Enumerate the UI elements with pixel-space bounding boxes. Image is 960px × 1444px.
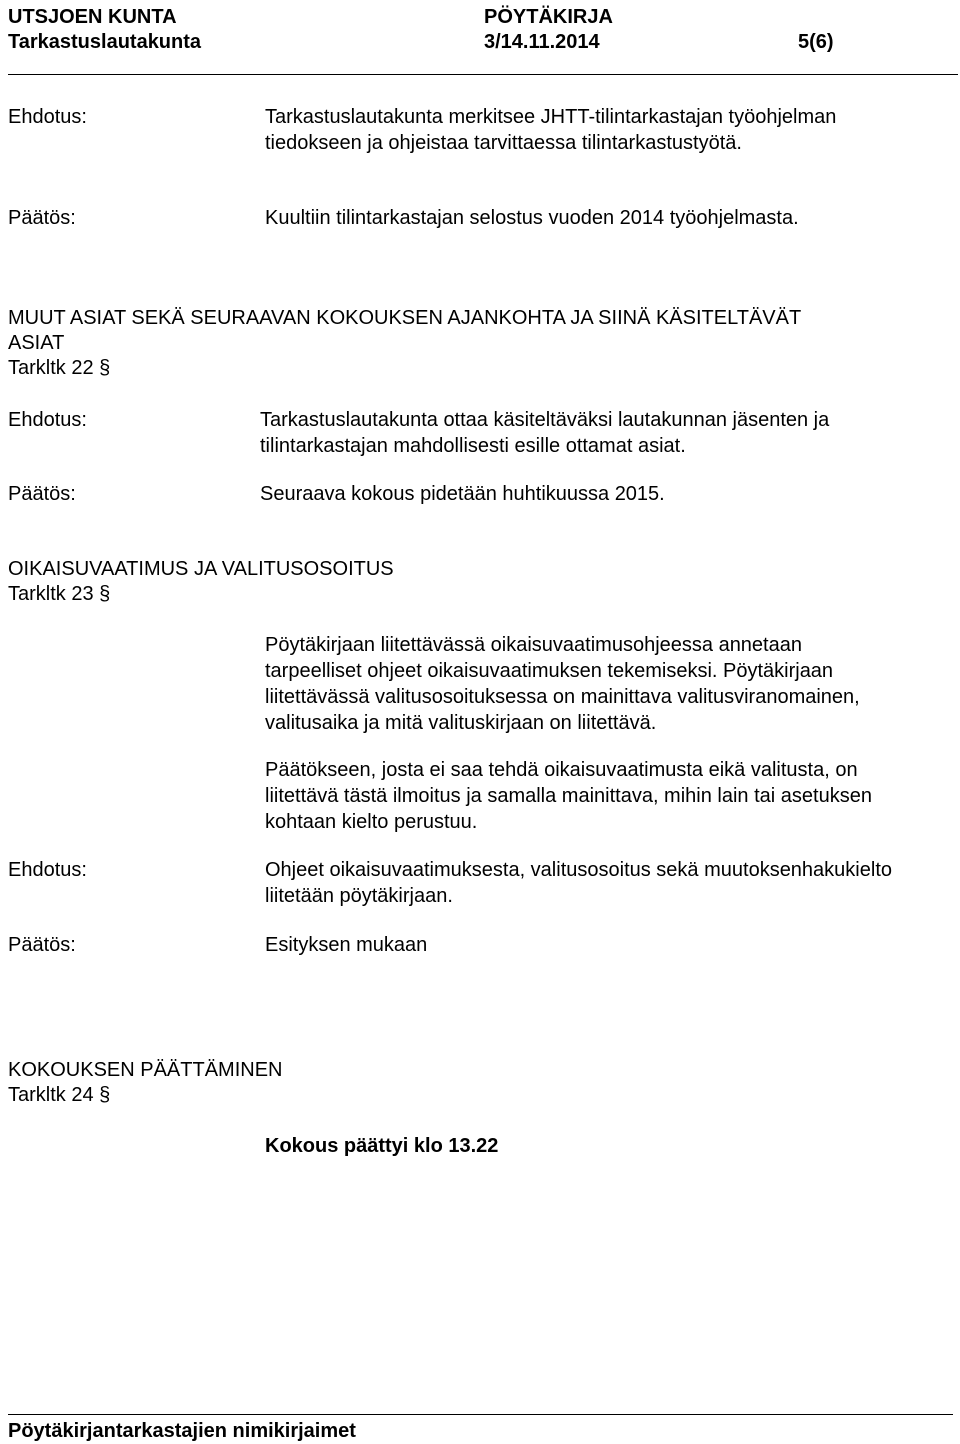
text-line: liitettävässä valitusosoituksessa on mainittava valitusviranomainen, <box>265 686 860 708</box>
text-line: Päätökseen, josta ei saa tehdä oikaisuvaatimusta eikä valitusta, on <box>265 759 858 781</box>
section23-title: OIKAISUVAATIMUS JA VALITUSOSOITUS <box>8 558 394 580</box>
header-page-number: 5(6) <box>798 31 834 53</box>
text-line: kohtaan kielto perustuu. <box>265 811 478 833</box>
header-org: UTSJOEN KUNTA <box>8 6 177 28</box>
section22-proposal-label: Ehdotus: <box>8 409 87 431</box>
header-rule <box>8 74 958 75</box>
header-doc-type: PÖYTÄKIRJA <box>484 6 613 28</box>
prev-proposal-label: Ehdotus: <box>8 106 87 128</box>
section24-closing: Kokous päättyi klo 13.22 <box>265 1135 499 1157</box>
text-line: Pöytäkirjaan liitettävässä oikaisuvaatimusohjeessa annetaan <box>265 634 802 656</box>
text-line: Tarkastuslautakunta merkitsee JHTT-tilintarkastajan työohjelman <box>265 106 837 128</box>
footer-initials-label: Pöytäkirjantarkastajien nimikirjaimet <box>8 1420 356 1442</box>
prev-proposal-text <box>265 104 836 156</box>
footer-rule <box>8 1414 953 1415</box>
text-line: liitetään pöytäkirjaan. <box>265 885 453 907</box>
section22-decision-text: Seuraava kokous pidetään huhtikuussa 2015. <box>260 483 665 505</box>
section22-title: MUUT ASIAT SEKÄ SEURAAVAN KOKOUKSEN AJANKOHTA JA SIINÄ KÄSITELTÄVÄT <box>8 307 802 329</box>
section23-proposal-text <box>265 857 892 909</box>
text-line: valitusaika ja mitä valituskirjaan on liitettävä. <box>265 712 657 734</box>
text-line: liitettävä tästä ilmoitus ja samalla mainittava, mihin lain tai asetuksen <box>265 785 872 807</box>
prev-decision-label: Päätös: <box>8 207 76 229</box>
text-line: tilintarkastajan mahdollisesti esille ottamat asiat. <box>260 435 686 457</box>
section22-proposal-text <box>260 407 829 459</box>
prev-decision-text: Kuultiin tilintarkastajan selostus vuoden 2014 työohjelmasta. <box>265 207 799 229</box>
header-meeting: 3/14.11.2014 <box>484 31 600 53</box>
section22-ref: Tarkltk 22 § <box>8 357 111 379</box>
text-line: tiedokseen ja ohjeistaa tarvittaessa tilintarkastustyötä. <box>265 132 742 154</box>
section23-decision-label: Päätös: <box>8 934 76 956</box>
section24-ref: Tarkltk 24 § <box>8 1084 111 1106</box>
section22-title-cont: ASIAT <box>8 332 65 354</box>
section23-body-2 <box>265 757 872 835</box>
section22-decision-label: Päätös: <box>8 483 76 505</box>
section23-body-1 <box>265 632 860 736</box>
header-board: Tarkastuslautakunta <box>8 31 202 53</box>
section23-decision-text: Esityksen mukaan <box>265 934 428 956</box>
section23-ref: Tarkltk 23 § <box>8 583 111 605</box>
section24-title: KOKOUKSEN PÄÄTTÄMINEN <box>8 1059 283 1081</box>
text-line: Tarkastuslautakunta ottaa käsiteltäväksi lautakunnan jäsenten ja <box>260 409 830 431</box>
text-line: Ohjeet oikaisuvaatimuksesta, valitusosoitus sekä muutoksenhakukielto <box>265 859 892 881</box>
text-line: tarpeelliset ohjeet oikaisuvaatimuksen tekemiseksi. Pöytäkirjaan <box>265 660 834 682</box>
section23-proposal-label: Ehdotus: <box>8 859 87 881</box>
